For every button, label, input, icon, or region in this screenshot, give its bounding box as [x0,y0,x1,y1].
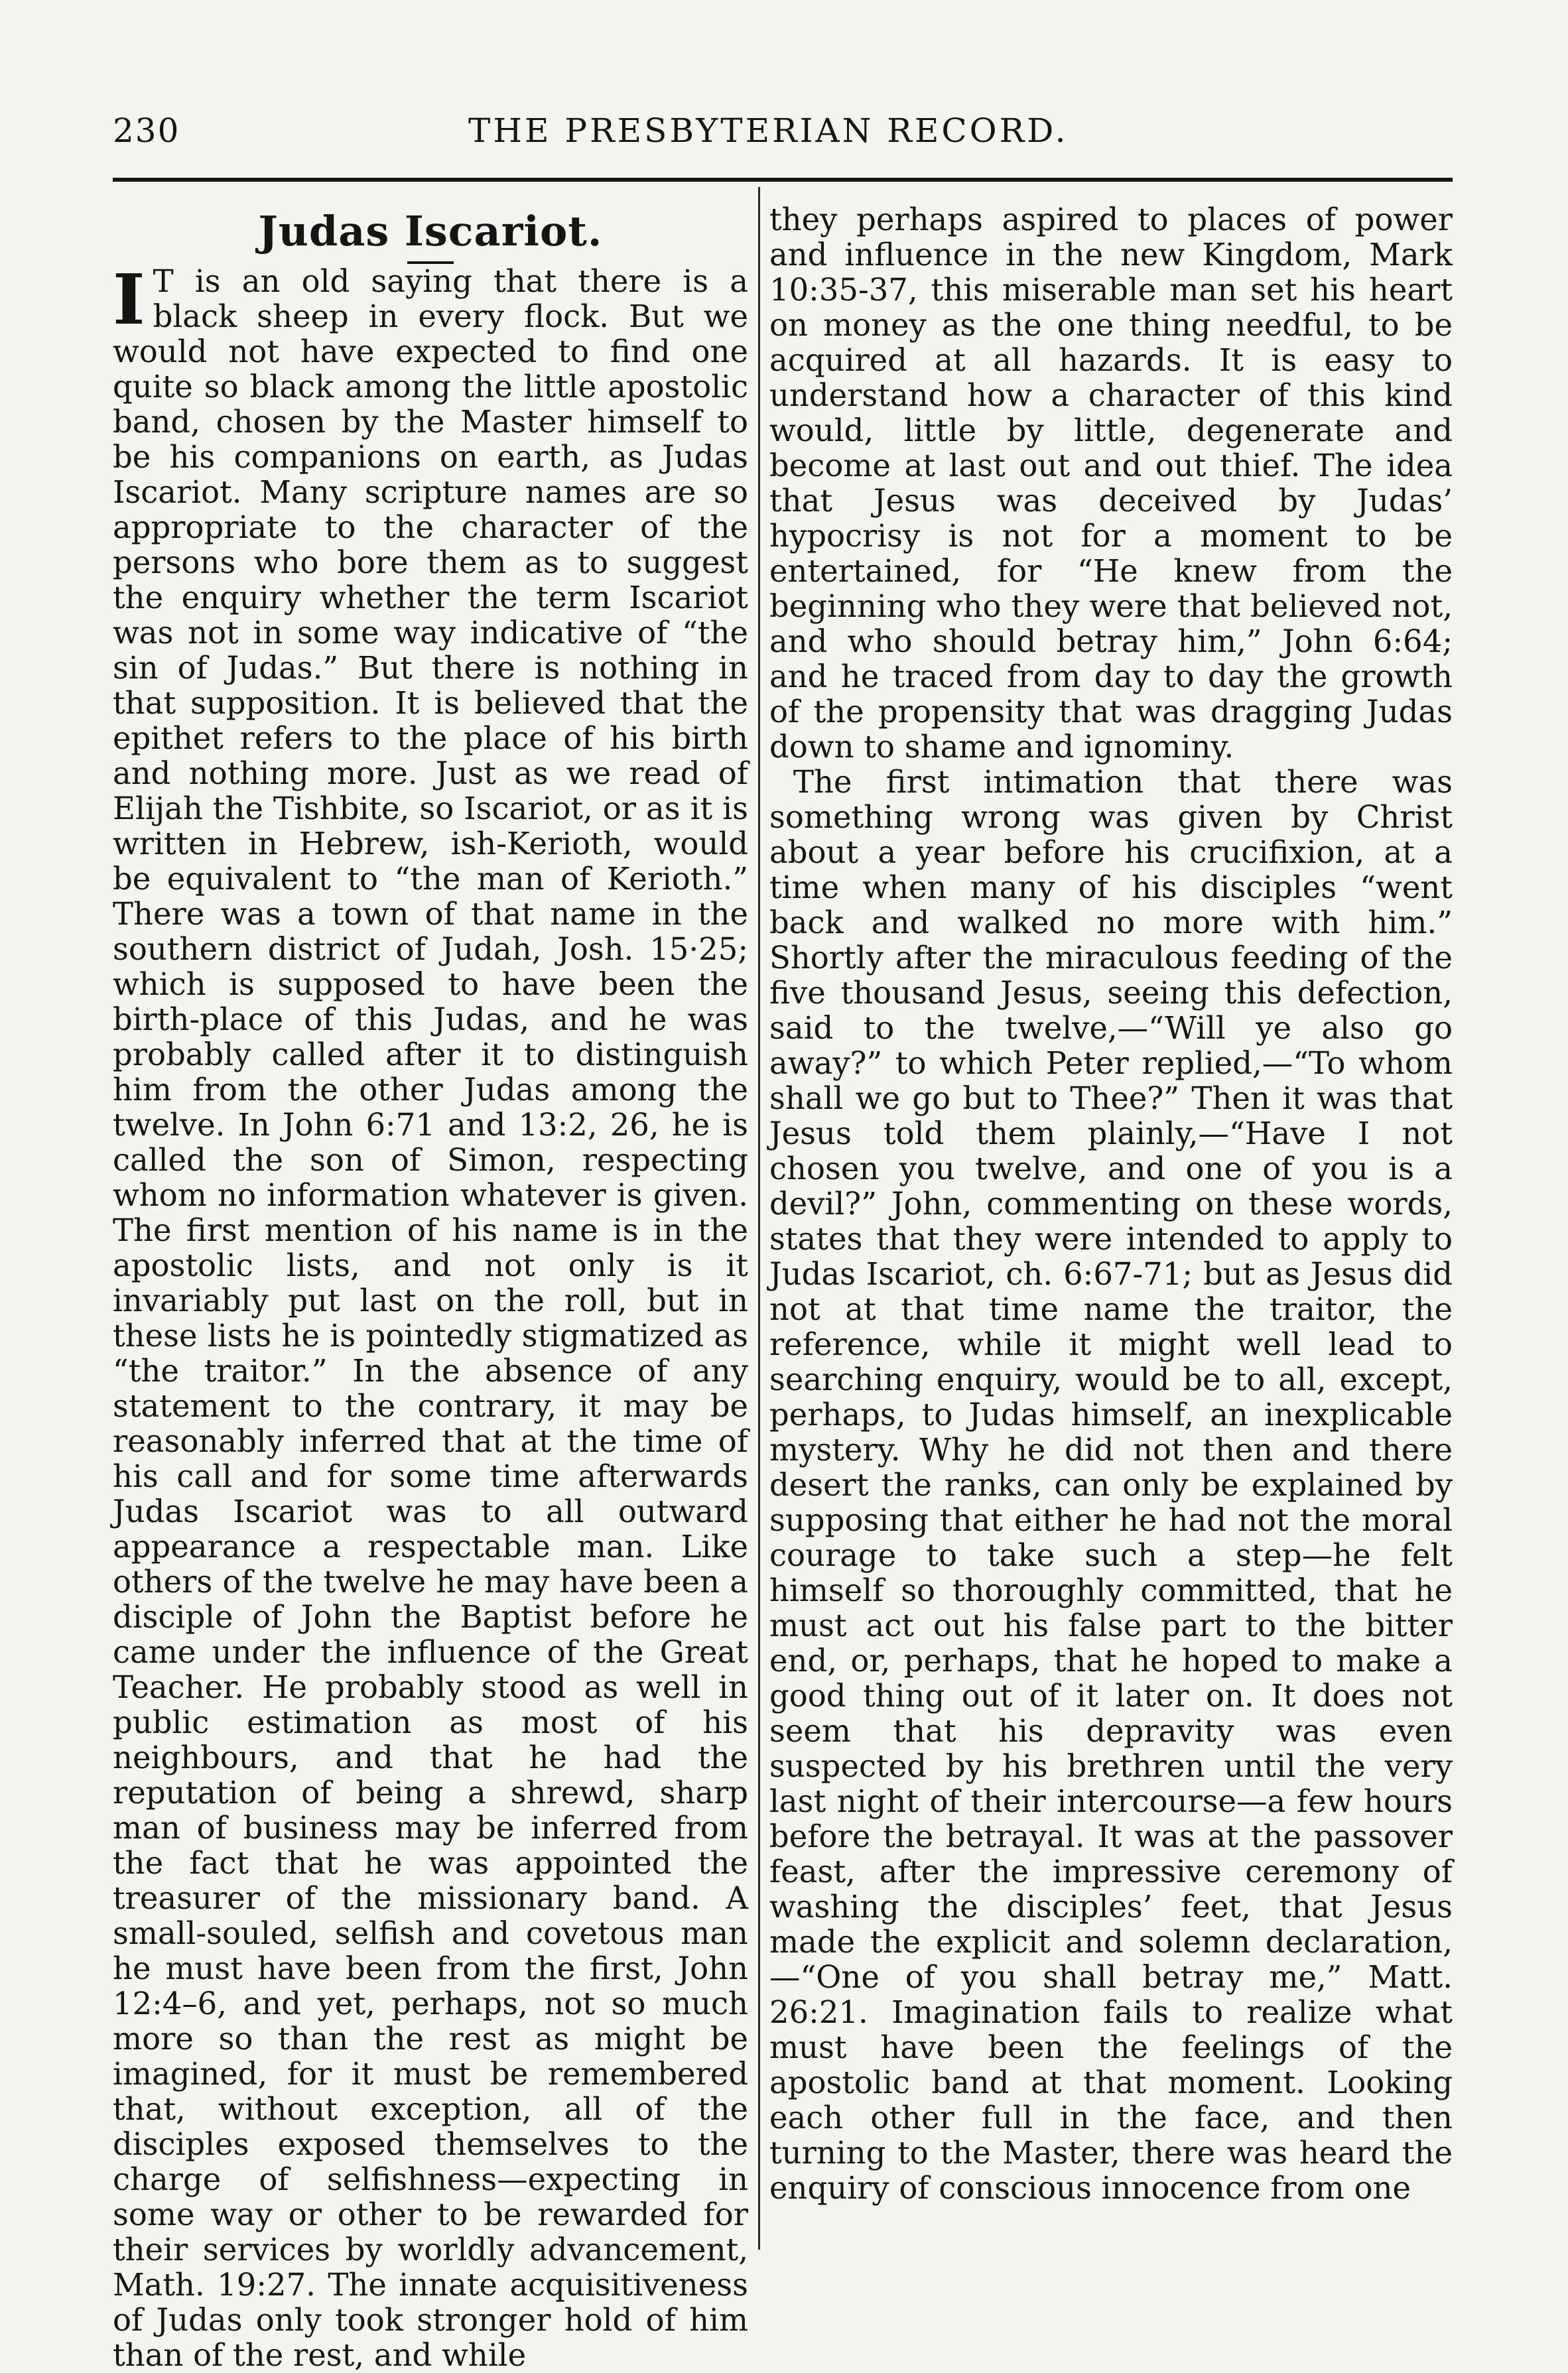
header-rule [113,178,1453,182]
left-column [113,199,748,2373]
article-title: Judas Iscariot. [258,207,603,255]
drop-cap: I [113,259,145,340]
page-number: 230 [113,111,180,150]
running-head: THE PRESBYTERIAN RECORD. [468,111,1069,150]
left-column-text: T is an old saying that there is a black sheep in every flock. But we would not have expected to find one quite so black among the little apostolic band, chosen by the Master himself to be his companions on earth, as Judas Iscariot. Many scripture names are so appropriate to the character of the persons who bore them as to suggest the enquiry whether the term Iscariot was not in some way indicative of “the sin of Judas.” But there is nothing in that supposition. It is believed that the epithet refers to the place of his birth and nothing more. Just as we read of Elijah the Tishbite, so Iscariot, or as it is written in Hebrew, ish-Kerioth, would be equivalent to “the man of Kerioth.” There was a town of that name in the southern district of Judah, Josh. 15·25; which is supposed to have been the birth-place of this Judas, and he was probably called after it to distinguish him from the other Judas among the twelve. In John 6:71 and 13:2, 26, he is called the son of Simon, respecting whom no information whatever is given. The first mention of his name is in the apostolic lists, and not only is it invariably put last on the roll, but in these lists he is pointedly stigmatized as “the traitor.” In the absence of any statement to the contrary, it may be reasonably inferred that at the time of his call and for some time afterwards Judas Iscariot was to all outward appearance a respectable man. Like others of the twelve he may have been a disciple of John the Baptist before he came under the influence of the Great Teacher. He probably stood as well in public estimation as most of his neighbours, and that he had the reputation of being a shrewd, sharp man of business may be inferred from the fact that he was appointed the treasurer of the missionary band. A small-souled, selfish and covetous man he must have been from the first, John 12:4–6, and yet, perhaps, not so much more so than the rest as might be imagined, for it must be remembered that, without exception, all of the disciples exposed themselves to the charge of selfishness—expecting in some way or other to be rewarded for their services by worldly advancement, Math. 19:27. The innate acquisitiveness of Judas only took stronger hold of him than of the rest, and while [113,263,748,2373]
article-paragraph-continued: they perhaps aspired to places of power and influence in the new Kingdom, Mark 10:35-37, this miserable man set his heart on money as the one thing needful, to be acquired at all hazards. It is easy to understand how a character of this kind would, little by little, degenerate and become at last out and out thief. The idea that Jesus was deceived by Judas’ hypocrisy is not for a moment to be entertained, for “He knew from the beginning who they were that believed not, and who should betray him,” John 6:64; and he traced from day to day the growth of the propensity that was dragging Judas down to shame and ignominy. [769,202,1453,765]
article-paragraph-1 [113,259,748,2373]
column-divider [758,187,760,2250]
right-column [769,202,1453,2206]
article-paragraph-2: The first intimation that there was something wrong was given by Christ about a year before his crucifixion, at a time when many of his disciples “went back and walked no more with him.” Shortly after the miraculous feeding of the five thousand Jesus, seeing this defection, said to the twelve,—“Will ye also go away?” to which Peter replied,—“To whom shall we go but to Thee?” Then it was that Jesus told them plainly,—“Have I not chosen you twelve, and one of you is a devil?” John, commenting on these words, states that they were intended to apply to Judas Iscariot, ch. 6:67-71; but as Jesus did not at that time name the traitor, the reference, while it might well lead to searching enquiry, would be to all, except, perhaps, to Judas himself, an inexplicable mystery. Why he did not then and there desert the ranks, can only be explained by supposing that either he had not the moral courage to take such a step—he felt himself so thoroughly committed, that he must act out his false part to the bitter end, or, perhaps, that he hoped to make a good thing out of it later on. It does not seem that his depravity was even suspected by his brethren until the very last night of their intercourse—a few hours before the betrayal. It was at the passover feast, after the impressive ceremony of washing the disciples’ feet, that Jesus made the explicit and solemn declaration,—“One of you shall betray me,” Matt. 26:21. Imagination fails to realize what must have been the feelings of the apostolic band at that moment. Looking each other full in the face, and then turning to the Master, there was heard the enquiry of conscious innocence from one [769,764,1453,2206]
